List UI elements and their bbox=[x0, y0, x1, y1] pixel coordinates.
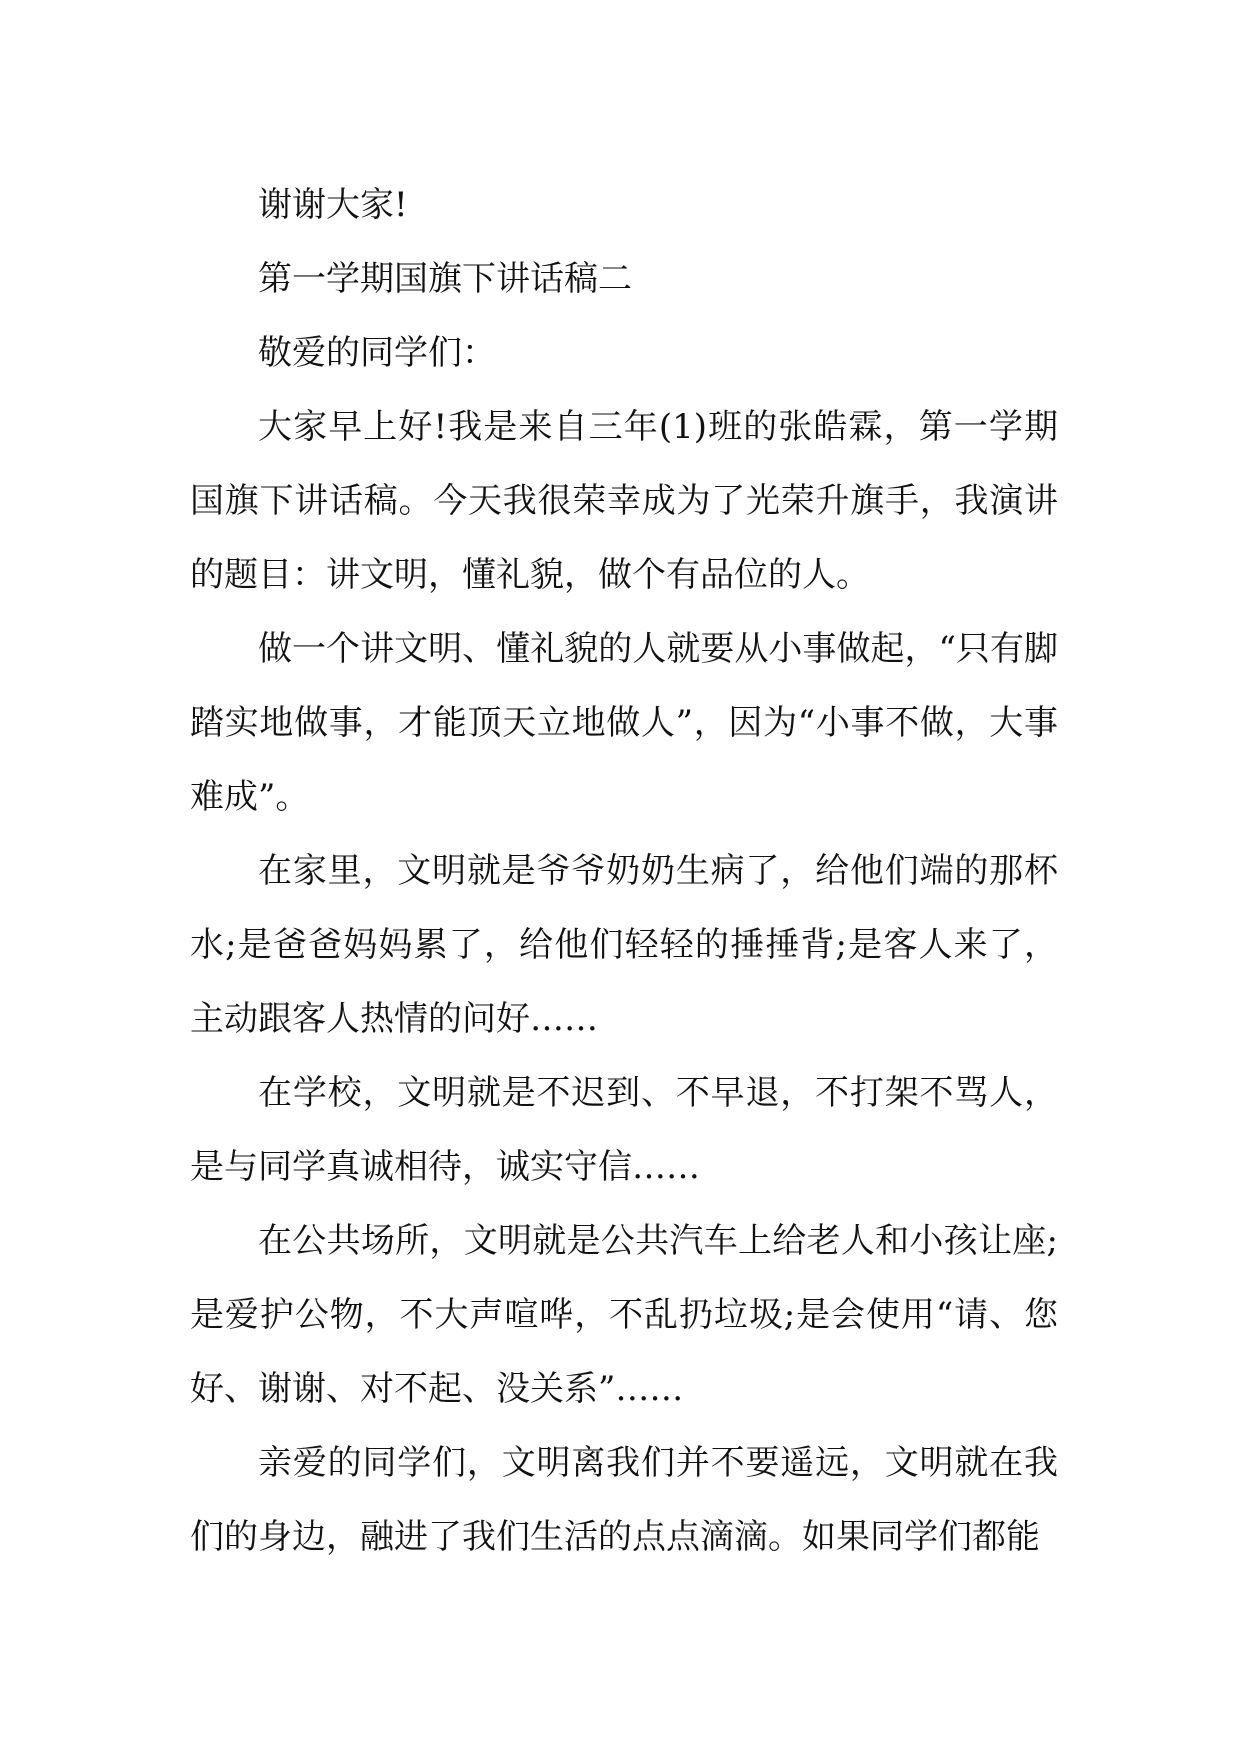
paragraph-at-home: 在家里，文明就是爷爷奶奶生病了，给他们端的那杯水;是爸爸妈妈累了，给他们轻轻的捶捶背;是客人来了，主动跟客人热情的问好…… bbox=[190, 851, 1058, 1039]
document-body bbox=[190, 168, 1058, 1574]
paragraph-small-things: 做一个讲文明、懂礼貌的人就要从小事做起，“只有脚踏实地做事，才能顶天立地做人”，因为“小事不做，大事难成”。 bbox=[190, 629, 1058, 817]
section-title: 第一学期国旗下讲话稿二 bbox=[258, 259, 632, 299]
paragraph-public-places: 在公共场所，文明就是公共汽车上给老人和小孩让座;是爱护公物，不大声喧哗，不乱扔垃圾;是会使用“请、您好、谢谢、对不起、没关系”…… bbox=[190, 1221, 1058, 1409]
paragraph-dear-classmates: 亲爱的同学们，文明离我们并不要遥远，文明就在我们的身边，融进了我们生活的点点滴滴。如果同学们都能 bbox=[190, 1443, 1058, 1557]
closing-thanks: 谢谢大家! bbox=[258, 185, 408, 225]
salutation: 敬爱的同学们： bbox=[258, 333, 496, 373]
paragraph-intro: 大家早上好!我是来自三年(1)班的张皓霖，第一学期国旗下讲话稿。今天我很荣幸成为了光荣升旗手，我演讲的题目：讲文明，懂礼貌，做个有品位的人。 bbox=[190, 407, 1058, 595]
paragraph-at-school: 在学校，文明就是不迟到、不早退，不打架不骂人，是与同学真诚相待，诚实守信…… bbox=[190, 1073, 1058, 1187]
